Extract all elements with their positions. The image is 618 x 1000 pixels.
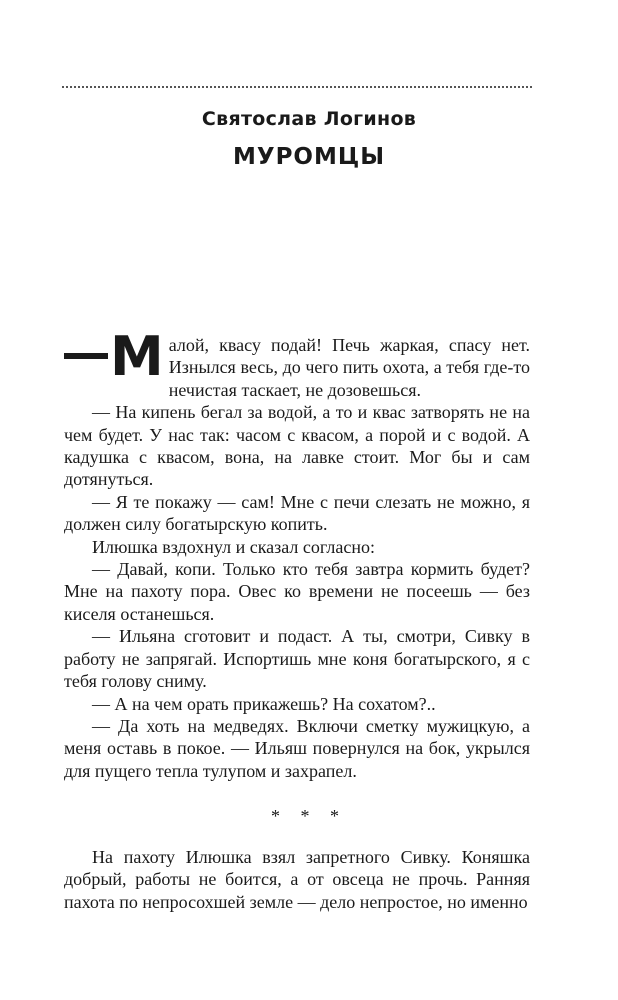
dotted-rule [62,86,532,88]
paragraph: — А на чем орать прикажешь? На сохатом?.. [92,693,436,714]
paragraph: Илюшка вздохнул и сказал согласно: [92,536,375,557]
paragraph: — Я те покажу — сам! Мне с печи слезать не можно, я должен силу богатырскую копить. [64,491,530,535]
paragraph: — Давай, копи. Только кто тебя завтра кормить будет? Мне на пахоту пора. Овес ко времени не посеешь — без киселя останешься. [64,559,530,624]
story-title: МУРОМЦЫ [232,144,386,170]
paragraph: — Да хоть на медведях. Включи сметку мужицкую, а меня оставь в покое. — Ильяш повернулся на бок, укрылся для пущего тепла тулупом и захрапел. [64,715,530,781]
author-name: Святослав Логинов [201,108,417,130]
paragraph [64,325,530,401]
paragraph-text: алой, квасу подай! Печь жаркая, спасу нет. Изнылся весь, до чего пить охота, а тебя где-то нечистая таскает, не дозовешься. [168,335,530,400]
text-block-1 [64,325,530,782]
drop-cap-dash [64,353,108,359]
drop-cap [64,325,163,388]
text-block-2 [64,846,530,913]
drop-cap-letter: М [110,325,163,388]
section-separator: * * * [271,806,347,826]
paragraph: На пахоту Илюшка взял запретного Сивку. Коняшка добрый, работы не боится, а от овсеца не прочь. Ранняя пахота по непросохшей земле — дело непростое, но именно [64,847,530,912]
paragraph: — Ильяна сготовит и подаст. А ты, смотри, Сивку в работу не запрягай. Испортишь мне коня богатырского, я с тебя голову сниму. [64,626,530,692]
paragraph: — На кипень бегал за водой, а то и квас затворять не на чем будет. У нас так: часом с квасом, а порой и с водой. А кадушка с квасом, вона, на лавке стоит. Мог бы и сам дотянуться. [64,402,530,490]
